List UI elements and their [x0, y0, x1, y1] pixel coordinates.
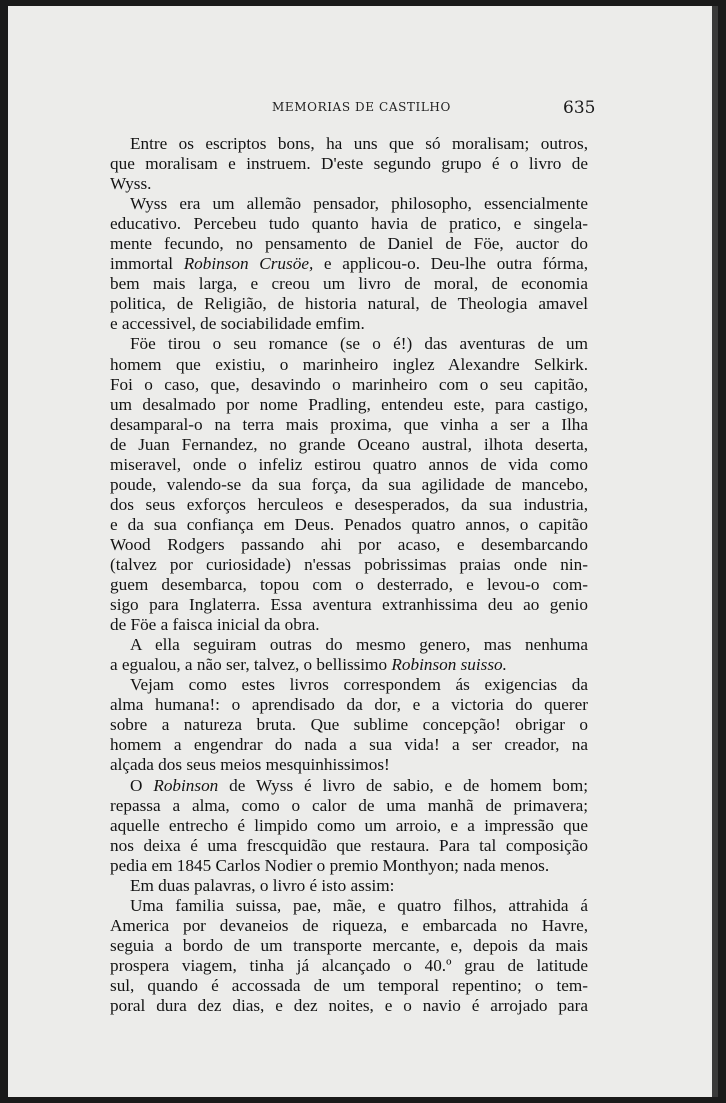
text-line: educativo. Percebeu tudo quanto havia de pratico, e singela-: [110, 214, 588, 234]
text-run: immortal: [110, 254, 184, 274]
italic-title: Robinson: [153, 775, 219, 795]
text-run: O: [130, 775, 154, 795]
text-line: Wyss.: [110, 174, 152, 194]
text-line: aquelle entrecho é limpido como um arroio, e a impressão que: [110, 815, 588, 835]
text-line: Wyss era um allemão pensador, philosopho, essencialmente: [130, 194, 588, 214]
text-line: sigo para Inglaterra. Essa aventura extranhissima deu ao genio: [110, 595, 588, 615]
text-line: America por devaneios de riqueza, e embarcada no Havre,: [110, 915, 588, 935]
text-line: dos seus exforços herculeos e desesperados, da sua industria,: [110, 494, 588, 514]
text-line: nos deixa é uma frescquidão que restaura. Para tal composição: [110, 835, 588, 855]
text-line: Foi o caso, que, desavindo o marinheiro com o seu capitão,: [110, 374, 588, 394]
italic-title: Robinson Crusöe,: [183, 254, 314, 274]
text-line: de Juan Fernandez, no grande Oceano austral, ilhota deserta,: [110, 434, 588, 454]
text-line: [110, 254, 588, 274]
text-line: poral dura dez dias, e dez noites, e o navio é arrojado para: [110, 996, 588, 1016]
text-line: e accessivel, de sociabilidade emfim.: [110, 314, 365, 334]
text-line: sobre a natureza bruta. Que sublime concepção! obrigar o: [110, 715, 588, 735]
running-title: MEMORIAS DE CASTILHO: [272, 100, 451, 114]
text-line: Entre os escriptos bons, ha uns que só moralisam; outros,: [130, 134, 588, 153]
text-line: prospera viagem, tinha já alcançado o 40.º grau de latitude: [110, 955, 588, 975]
text-line: (talvez por curiosidade) n'essas pobrissimas praias onde nin-: [110, 554, 588, 574]
text-run: a egualou, a não ser, talvez, o bellissimo: [110, 655, 392, 675]
text-line: de Föe a faisca inicial da obra.: [110, 615, 320, 635]
text-line: alma humana!: o aprendisado da dor, e a victoria do querer: [110, 695, 588, 715]
text-line: que moralisam e instruem. D'este segundo grupo é o livro de: [110, 154, 588, 174]
text-line: Wood Rodgers passando ahi por acaso, e desembarcando: [110, 534, 588, 554]
text-line: bem mais larga, e creou um livro de moral, de economia: [110, 274, 588, 294]
text-line: A ella seguiram outras do mesmo genero, mas nenhuma: [130, 635, 588, 655]
text-line: um desalmado por nome Pradling, entendeu este, para castigo,: [110, 394, 588, 414]
text-line: mente fecundo, no pensamento de Daniel de Föe, auctor do: [110, 234, 588, 254]
running-head: [8, 98, 718, 122]
text-line: [110, 655, 588, 675]
text-line: e da sua confiança em Deus. Penados quatro annos, o capitão: [110, 514, 588, 534]
text-line: [110, 776, 588, 796]
page-number: 635: [563, 98, 596, 118]
text-line: Vejam como estes livros correspondem ás exigencias da: [130, 675, 588, 695]
text-run: de Wyss é livro de sabio, e de homem bom;: [218, 775, 588, 795]
text-line: Em duas palavras, o livro é isto assim:: [130, 875, 395, 895]
page-edge-shadow: [712, 6, 718, 1097]
text-line: homem que existiu, o marinheiro inglez Alexandre Selkirk.: [110, 354, 588, 374]
text-line: politica, de Religião, de historia natural, de Theologia amavel: [110, 294, 588, 314]
text-line: seguia a bordo de um transporte mercante, e, depois da mais: [110, 935, 588, 955]
book-page: [8, 6, 718, 1097]
text-run: e applicou-o. Deu-lhe outra fórma,: [313, 254, 589, 274]
text-line: alçada dos seus meios mesquinhissimos!: [110, 755, 390, 775]
text-line: repassa a alma, como o calor de uma manhã de primavera;: [110, 795, 588, 815]
body-text: [110, 134, 588, 1016]
italic-title: Robinson suisso.: [391, 655, 507, 675]
text-line: homem a engendrar do nada a sua vida! a ser creador, na: [110, 735, 588, 755]
text-line: Föe tirou o seu romance (se o é!) das aventuras de um: [130, 334, 588, 354]
text-line: sul, quando é accossada de um temporal repentino; o tem-: [110, 975, 588, 995]
text-line: pedia em 1845 Carlos Nodier o premio Monthyon; nada menos.: [110, 855, 550, 875]
text-line: poude, valendo-se da sua força, da sua agilidade de mancebo,: [110, 474, 588, 494]
text-line: Uma familia suissa, pae, mãe, e quatro filhos, attrahida á: [130, 895, 588, 915]
text-line: desamparal-o na terra mais proxima, que vinha a ser a Ilha: [110, 414, 588, 434]
text-line: guem desembarca, topou com o desterrado, e levou-o com-: [110, 575, 588, 595]
text-line: miseravel, onde o infeliz estirou quatro annos de vida como: [110, 454, 588, 474]
